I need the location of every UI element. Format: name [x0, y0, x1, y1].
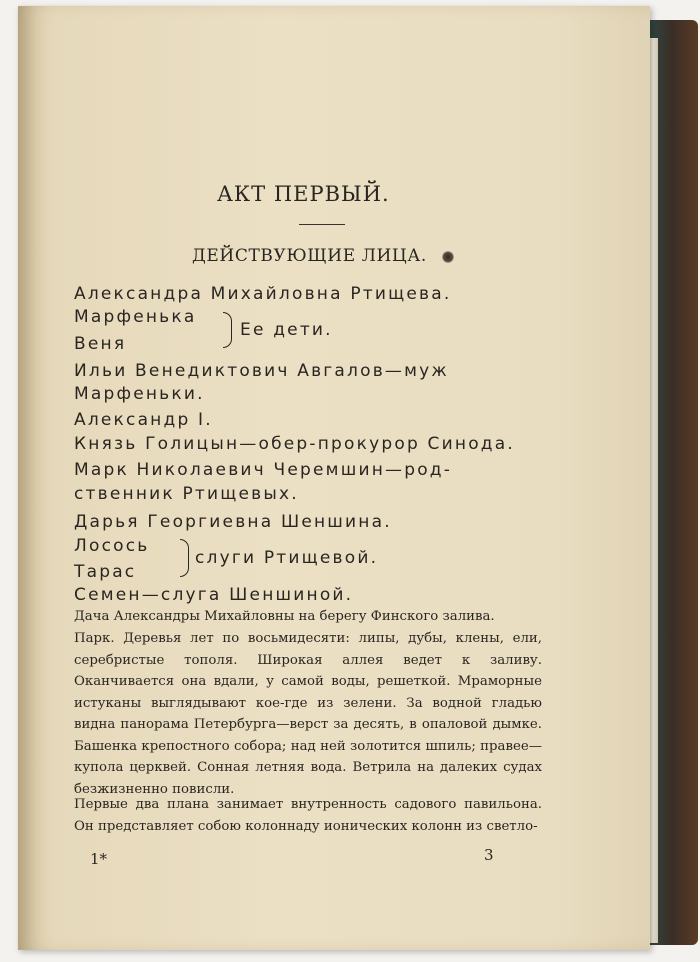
book-page [18, 6, 650, 950]
ink-stain [442, 251, 454, 263]
stage-direction-paragraph-2: Первые два плана занимает внутренность садового павильона. Он представляет собою колоннаду ионических колонн из светло- [74, 797, 542, 834]
setting-line: Дача Александры Михайловны на берегу Финского залива. [74, 609, 495, 624]
character-avgalov-cont: Марфеньки. [74, 384, 205, 404]
title-divider [299, 224, 345, 225]
character-avgalov: Ильи Венедиктович Авгалов—муж [74, 361, 449, 381]
character-shenshina: Дарья Георгиевна Шеншина. [74, 512, 392, 532]
servants-brace [180, 539, 189, 577]
character-golitsyn: Князь Голицын—обер-прокурор Синода. [74, 434, 515, 454]
act-title: АКТ ПЕРВЫЙ. [217, 182, 390, 206]
children-label: Ее дети. [240, 320, 333, 340]
signature-mark: 1* [90, 850, 108, 868]
character-marfenka: Марфенька [74, 307, 197, 327]
character-cheremshin: Марк Николаевич Черемшин—род- [74, 460, 453, 480]
character-rtishcheva: Александра Михайловна Ртищева. [74, 284, 452, 304]
character-venya: Веня [74, 334, 127, 354]
character-cheremshin-cont: ственник Ртищевых. [74, 484, 299, 504]
page-number: 3 [484, 846, 494, 864]
character-semen: Семен—слуга Шеншиной. [74, 585, 354, 605]
character-taras: Тарас [74, 562, 137, 582]
stage-direction-paragraph: Парк. Деревья лет по восьмидесяти: липы, дубы, клены, ели, серебристые тополя. Широкая аллея ведет к заливу. Оканчивается она вдали, у самой воды, решеткой. Мраморные истуканы выглядывают кое-где из зелени. За водной гладью видна панорама Петербурга—верст за десять, в опаловой дымке. Башенка крепостного собора; над ней золотится шпиль; правее—купола церквей. Сонная летняя вода. Ветрила на далеких судах безжизненно повисли. [74, 631, 542, 797]
servants-label: слуги Ртищевой. [195, 548, 379, 568]
children-brace [223, 312, 232, 348]
character-losos: Лосось [74, 536, 150, 556]
cast-heading: ДЕЙСТВУЮЩИЕ ЛИЦА. [192, 246, 427, 266]
character-alexander: Александр I. [74, 410, 213, 430]
